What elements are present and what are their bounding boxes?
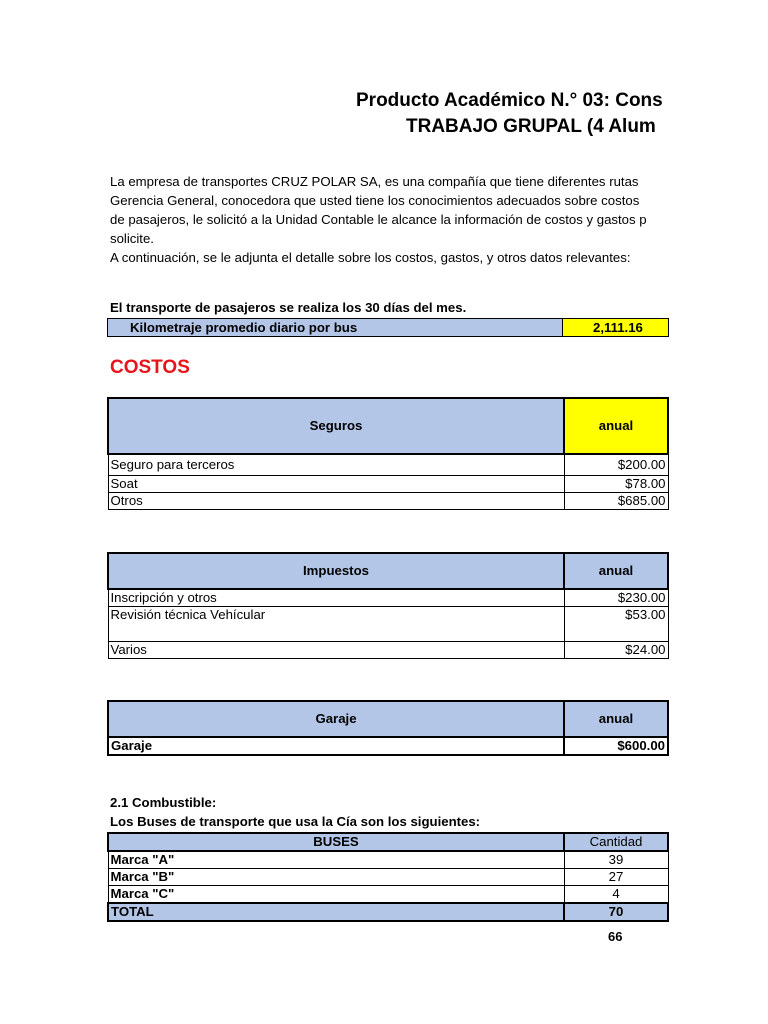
paragraph-line: A continuación, se le adjunta el detalle sobre los costos, gastos, y otros datos relevantes: — [110, 250, 631, 265]
paragraph-line: solicite. — [110, 231, 154, 246]
buses-row-label: Marca "B" — [108, 869, 564, 886]
table-row — [108, 886, 668, 904]
paragraph-line: Gerencia General, conocedora que usted tiene los conocimientos adecuados sobre costos — [110, 193, 640, 208]
impuestos-table — [107, 552, 669, 659]
seguros-row-value: $200.00 — [564, 454, 668, 476]
seguros-table — [107, 397, 669, 510]
intro-paragraph — [110, 172, 668, 267]
buses-row-value: 4 — [564, 886, 668, 904]
buses-row-value: 39 — [564, 851, 668, 869]
impuestos-row-value: $24.00 — [564, 642, 668, 659]
seguros-row-value: $78.00 — [564, 476, 668, 493]
buses-total-label: TOTAL — [108, 903, 564, 921]
page-title-line1: Producto Académico N.° 03: Cons — [356, 90, 663, 111]
buses-row-value: 27 — [564, 869, 668, 886]
garaje-row-value: $600.00 — [564, 737, 668, 755]
buses-table — [107, 832, 669, 922]
seguros-row-value: $685.00 — [564, 493, 668, 510]
impuestos-col-header: anual — [564, 553, 668, 589]
impuestos-row-value: $230.00 — [564, 589, 668, 607]
impuestos-row-value: $53.00 — [564, 607, 668, 642]
seguros-row-label: Seguro para terceros — [108, 454, 564, 476]
impuestos-row-label: Inscripción y otros — [108, 589, 564, 607]
buses-total-value: 70 — [564, 903, 668, 921]
table-row — [108, 869, 668, 886]
costos-heading: COSTOS — [110, 357, 190, 378]
impuestos-row-label: Varios — [108, 642, 564, 659]
seguros-header: Seguros — [108, 398, 564, 454]
km-table — [107, 318, 669, 337]
paragraph-line: La empresa de transportes CRUZ POLAR SA, es una compañía que tiene diferentes rutas — [110, 174, 639, 189]
seguros-row-label: Soat — [108, 476, 564, 493]
buses-note: Los Buses de transporte que usa la Cía son los siguientes: — [110, 814, 481, 829]
buses-row-label: Marca "C" — [108, 886, 564, 904]
table-row — [108, 737, 668, 755]
km-value: 2,111.16 — [563, 319, 669, 337]
impuestos-header: Impuestos — [108, 553, 564, 589]
seguros-row-label: Otros — [108, 493, 564, 510]
buses-header: BUSES — [108, 833, 564, 851]
buses-col-header: Cantidad — [564, 833, 668, 851]
page-title-line2: TRABAJO GRUPAL (4 Alum — [406, 116, 656, 137]
table-row — [108, 607, 668, 642]
garaje-table — [107, 700, 669, 756]
extra-value: 66 — [608, 929, 623, 944]
impuestos-row-label: Revisión técnica Vehícular — [108, 607, 564, 642]
table-row — [108, 493, 668, 510]
table-row — [108, 476, 668, 493]
combustible-heading: 2.1 Combustible: — [110, 795, 217, 810]
table-row — [108, 851, 668, 869]
garaje-header: Garaje — [108, 701, 564, 737]
buses-row-label: Marca "A" — [108, 851, 564, 869]
garaje-col-header: anual — [564, 701, 668, 737]
table-row — [108, 454, 668, 476]
table-row — [108, 642, 668, 659]
paragraph-line: de pasajeros, le solicitó a la Unidad Contable le alcance la información de costos y gastos p — [110, 212, 647, 227]
table-row — [108, 589, 668, 607]
seguros-col-header: anual — [564, 398, 668, 454]
garaje-row-label: Garaje — [108, 737, 564, 755]
table-row-total — [108, 903, 668, 921]
transport-note: El transporte de pasajeros se realiza los 30 días del mes. — [110, 300, 467, 315]
km-label: Kilometraje promedio diario por bus — [108, 319, 563, 337]
